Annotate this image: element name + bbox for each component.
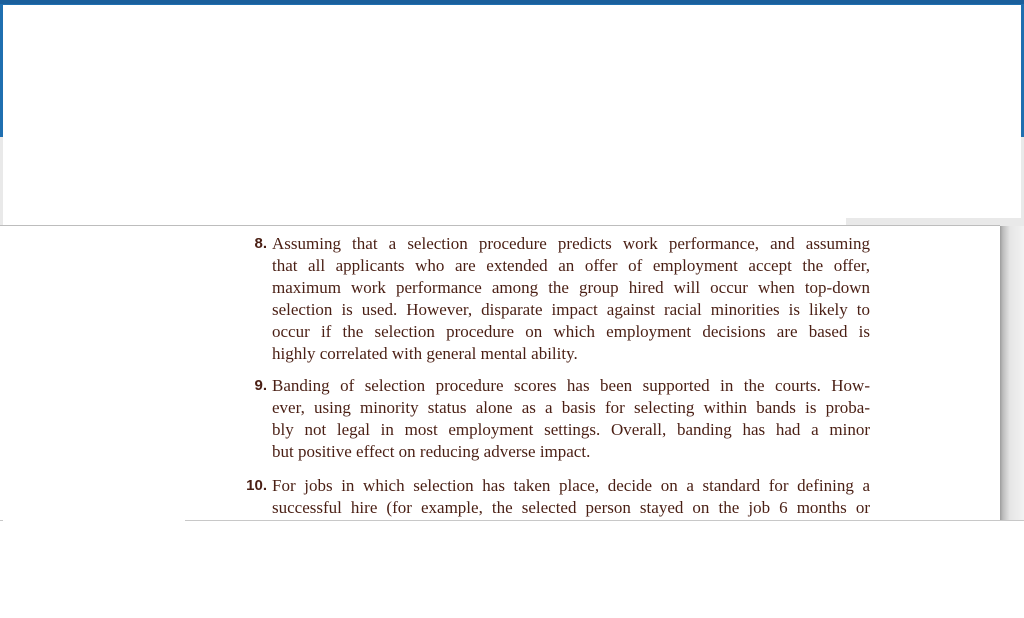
text-line: successful hire (for example, the selected person stayed on the job 6 months or — [272, 498, 870, 517]
text-line: occur if the selection procedure on which employment decisions are based is — [272, 322, 870, 341]
item-number: 10. — [246, 477, 267, 494]
document-page[interactable] — [185, 226, 1000, 520]
blank-overlay-panel — [3, 5, 846, 225]
text-line: For jobs in which selection has taken place, decide on a standard for defining a — [272, 476, 870, 495]
item-number: 9. — [254, 377, 267, 394]
text-line: ever, using minority status alone as a basis for selecting within bands is proba- — [272, 398, 870, 417]
text-line: that all applicants who are extended an offer of employment accept the offer, — [272, 256, 870, 275]
page-scrollbar-gutter[interactable] — [1000, 226, 1024, 520]
text-line: bly not legal in most employment settings. Overall, banding has had a minor — [272, 420, 870, 439]
text-line: selection is used. However, disparate impact against racial minorities is likely to — [272, 300, 870, 319]
item-paragraph — [272, 475, 870, 519]
text-line: but positive effect on reducing adverse impact. — [272, 442, 591, 461]
blank-overlay-panel-right — [846, 5, 1021, 218]
item-paragraph — [272, 233, 870, 365]
item-number: 8. — [254, 235, 267, 252]
text-line: Assuming that a selection procedure predicts work performance, and assuming — [272, 234, 870, 253]
item-paragraph — [272, 375, 870, 463]
text-line: Banding of selection procedure scores has been supported in the courts. How- — [272, 376, 870, 395]
text-line: highly correlated with general mental ability. — [272, 344, 578, 363]
page-bottom-edge — [185, 520, 1024, 521]
page-bottom-edge-left — [0, 520, 3, 521]
window-frame-edge — [0, 0, 1024, 4]
text-line: maximum work performance among the group hired will occur when top-down — [272, 278, 870, 297]
